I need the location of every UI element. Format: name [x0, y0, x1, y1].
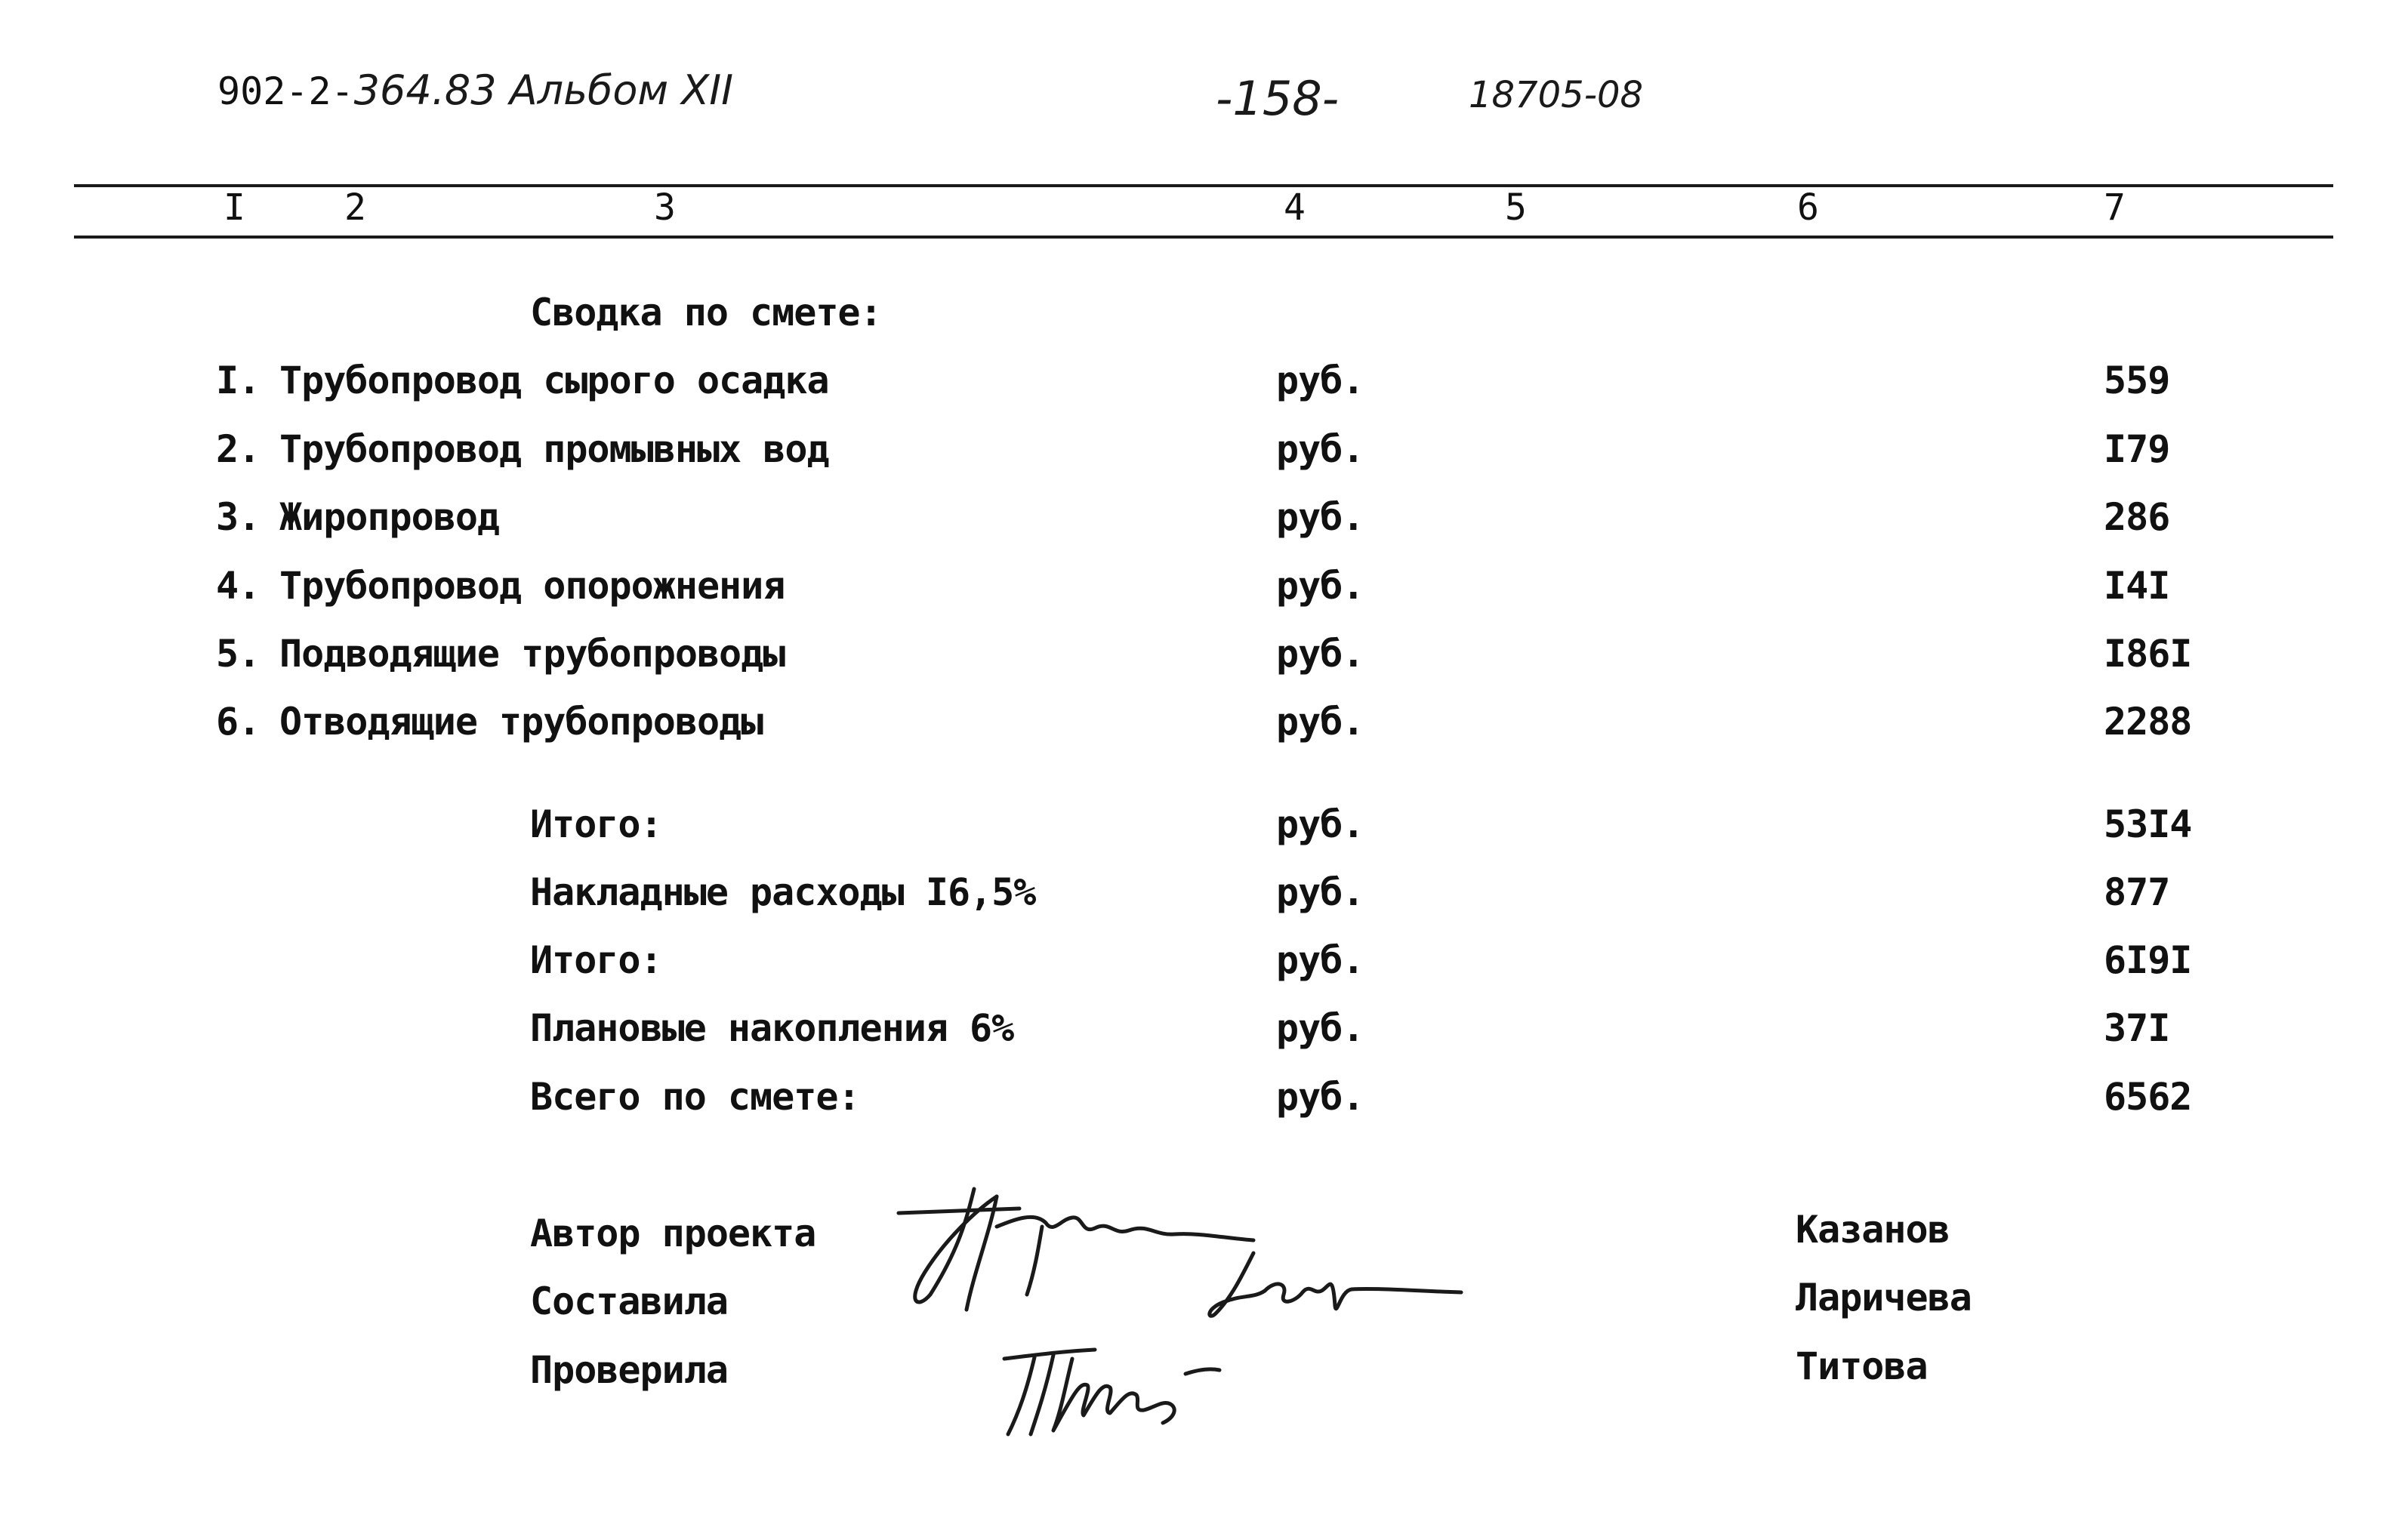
total-name: Плановые накопления 6% [530, 1006, 1014, 1050]
checker-signature [989, 1329, 1276, 1442]
total-name: Накладные расходы I6,5% [530, 870, 1036, 914]
item-unit: руб. [1276, 359, 1364, 402]
item-value: I79 [2104, 427, 2170, 471]
item-value: 2288 [2104, 700, 2192, 744]
header-bottom-rule [74, 236, 2333, 239]
item-name: Отводящие трубопроводы [279, 700, 763, 744]
item-value: I4I [2104, 564, 2170, 608]
total-value: 6I9I [2104, 938, 2192, 982]
page-number: -158- [1216, 71, 1340, 126]
column-number-5: 5 [1505, 186, 1527, 229]
column-number-6: 6 [1797, 186, 1819, 229]
item-unit: руб. [1276, 700, 1364, 744]
item-value: 286 [2104, 495, 2170, 539]
signature-person: Казанов [1796, 1208, 1950, 1252]
total-value: 6562 [2104, 1075, 2192, 1119]
total-name: Итого: [530, 938, 662, 982]
item-name: Подводящие трубопроводы [279, 632, 785, 676]
total-value: 53I4 [2104, 802, 2192, 846]
item-number: 5. [216, 632, 261, 676]
item-name: Жиропровод [279, 495, 500, 539]
total-unit: руб. [1276, 802, 1364, 846]
item-number: I. [216, 359, 261, 402]
item-number: 3. [216, 495, 261, 539]
total-unit: руб. [1276, 1006, 1364, 1050]
summary-title: Сводка по смете: [530, 291, 882, 334]
total-unit: руб. [1276, 870, 1364, 914]
total-unit: руб. [1276, 1075, 1364, 1119]
document-code-prefix: 902-2- [217, 69, 354, 113]
item-number: 6. [216, 700, 261, 744]
signature-role: Составила [530, 1279, 728, 1323]
document-code-handwritten: 364.83 Альбом XII [353, 66, 734, 114]
total-unit: руб. [1276, 938, 1364, 982]
item-unit: руб. [1276, 495, 1364, 539]
signature-person: Ларичева [1796, 1276, 1972, 1319]
total-value: 37I [2104, 1006, 2170, 1050]
header-top-rule [74, 184, 2333, 187]
column-number-3: 3 [654, 186, 676, 229]
column-number-1: I [224, 186, 245, 229]
item-number: 4. [216, 564, 261, 608]
signature-role: Автор проекта [530, 1212, 816, 1255]
document-number: 18705-08 [1469, 74, 1644, 116]
item-name: Трубопровод сырого осадка [279, 359, 829, 402]
item-unit: руб. [1276, 564, 1364, 608]
item-value: 559 [2104, 359, 2170, 402]
total-name: Всего по смете: [530, 1075, 860, 1119]
item-unit: руб. [1276, 427, 1364, 471]
column-number-2: 2 [344, 186, 366, 229]
total-name: Итого: [530, 802, 662, 846]
item-number: 2. [216, 427, 261, 471]
signature-role: Проверила [530, 1348, 728, 1392]
column-number-7: 7 [2104, 186, 2126, 229]
item-name: Трубопровод опорожнения [279, 564, 785, 608]
compiler-signature [1201, 1238, 1472, 1329]
document-code [217, 66, 733, 114]
item-value: I86I [2104, 632, 2192, 676]
column-number-4: 4 [1284, 186, 1306, 229]
item-unit: руб. [1276, 632, 1364, 676]
signature-person: Титова [1796, 1344, 1928, 1388]
total-value: 877 [2104, 870, 2170, 914]
item-name: Трубопровод промывных вод [279, 427, 829, 471]
